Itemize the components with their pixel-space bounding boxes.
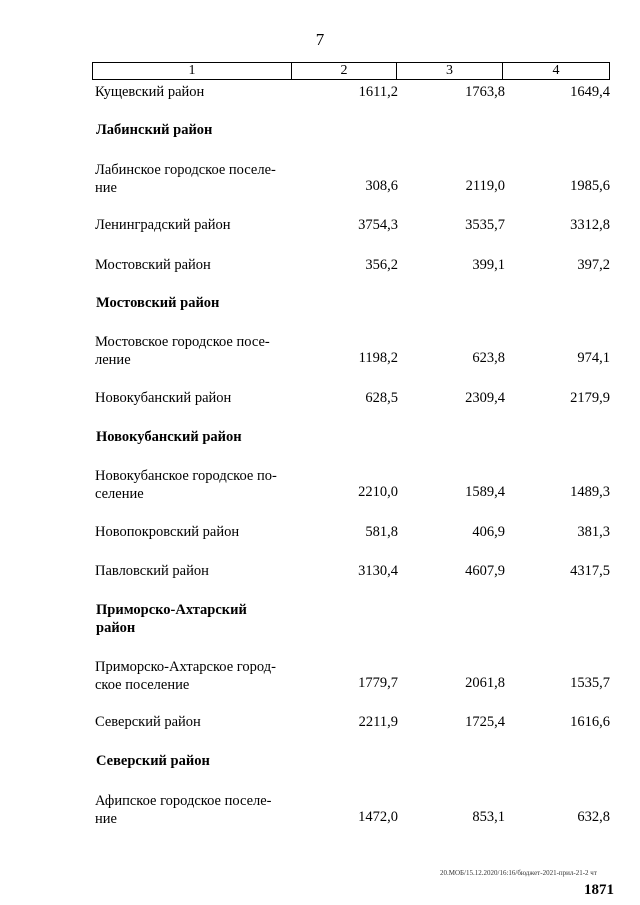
value-col-2: 3130,4	[358, 563, 398, 579]
value-col-3: 1725,4	[465, 714, 505, 730]
row-name: Лабинское городское поселе- ние	[95, 162, 276, 196]
value-col-3: 1763,8	[465, 84, 505, 100]
value-col-4: 1616,6	[570, 714, 610, 730]
value-col-3: 2309,4	[465, 390, 505, 406]
value-col-2: 581,8	[365, 524, 398, 540]
section-heading: Северский район	[96, 753, 210, 769]
document-code: 20.МОБ/15.12.2020/16:16/бюджет-2021-прил-21-2 чт	[440, 869, 597, 877]
row-name: Кущевский район	[95, 84, 205, 100]
value-col-4: 397,2	[577, 257, 610, 273]
column-header-3: 3	[397, 63, 503, 80]
value-col-4: 2179,9	[570, 390, 610, 406]
page-number: 7	[315, 30, 325, 49]
value-col-3: 399,1	[472, 257, 505, 273]
column-header-table	[92, 62, 610, 80]
value-col-4: 974,1	[577, 350, 610, 366]
value-col-4: 381,3	[577, 524, 610, 540]
value-col-2: 1472,0	[358, 809, 398, 825]
column-header-4: 4	[503, 63, 610, 80]
row-name: Северский район	[95, 714, 201, 730]
value-col-2: 356,2	[365, 257, 398, 273]
row-name: Мостовский район	[95, 257, 211, 273]
row-name: Афипское городское поселе- ние	[95, 793, 272, 827]
value-col-2: 308,6	[365, 178, 398, 194]
sheet-number: 1871	[584, 882, 614, 898]
value-col-3: 853,1	[472, 809, 505, 825]
row-name: Ленинградский район	[95, 217, 231, 233]
value-col-3: 1589,4	[465, 484, 505, 500]
value-col-3: 406,9	[472, 524, 505, 540]
value-col-2: 1611,2	[358, 84, 398, 100]
value-col-3: 3535,7	[465, 217, 505, 233]
section-heading: Приморско-Ахтарский район	[96, 602, 247, 636]
value-col-3: 4607,9	[465, 563, 505, 579]
value-col-3: 2061,8	[465, 675, 505, 691]
row-name: Новопокровский район	[95, 524, 240, 540]
column-header-2: 2	[292, 63, 397, 80]
value-col-4: 4317,5	[570, 563, 610, 579]
row-name: Мостовское городское посе- ление	[95, 334, 270, 368]
value-col-4: 632,8	[577, 809, 610, 825]
value-col-2: 628,5	[365, 390, 398, 406]
value-col-2: 2210,0	[358, 484, 398, 500]
row-name: Новокубанское городское по- селение	[95, 468, 277, 502]
value-col-2: 1779,7	[358, 675, 398, 691]
value-col-4: 1649,4	[570, 84, 610, 100]
value-col-4: 1535,7	[570, 675, 610, 691]
value-col-4: 3312,8	[570, 217, 610, 233]
value-col-2: 3754,3	[358, 217, 398, 233]
row-name: Павловский район	[95, 563, 209, 579]
value-col-4: 1985,6	[570, 178, 610, 194]
row-name: Приморско-Ахтарское город- ское поселение	[95, 659, 276, 693]
value-col-2: 2211,9	[358, 714, 398, 730]
value-col-2: 1198,2	[358, 350, 398, 366]
section-heading: Новокубанский район	[96, 429, 242, 445]
value-col-4: 1489,3	[570, 484, 610, 500]
value-col-3: 2119,0	[465, 178, 505, 194]
section-heading: Мостовский район	[96, 295, 220, 311]
value-col-3: 623,8	[472, 350, 505, 366]
row-name: Новокубанский район	[95, 390, 232, 406]
column-header-1: 1	[93, 63, 292, 80]
section-heading: Лабинский район	[96, 122, 213, 138]
